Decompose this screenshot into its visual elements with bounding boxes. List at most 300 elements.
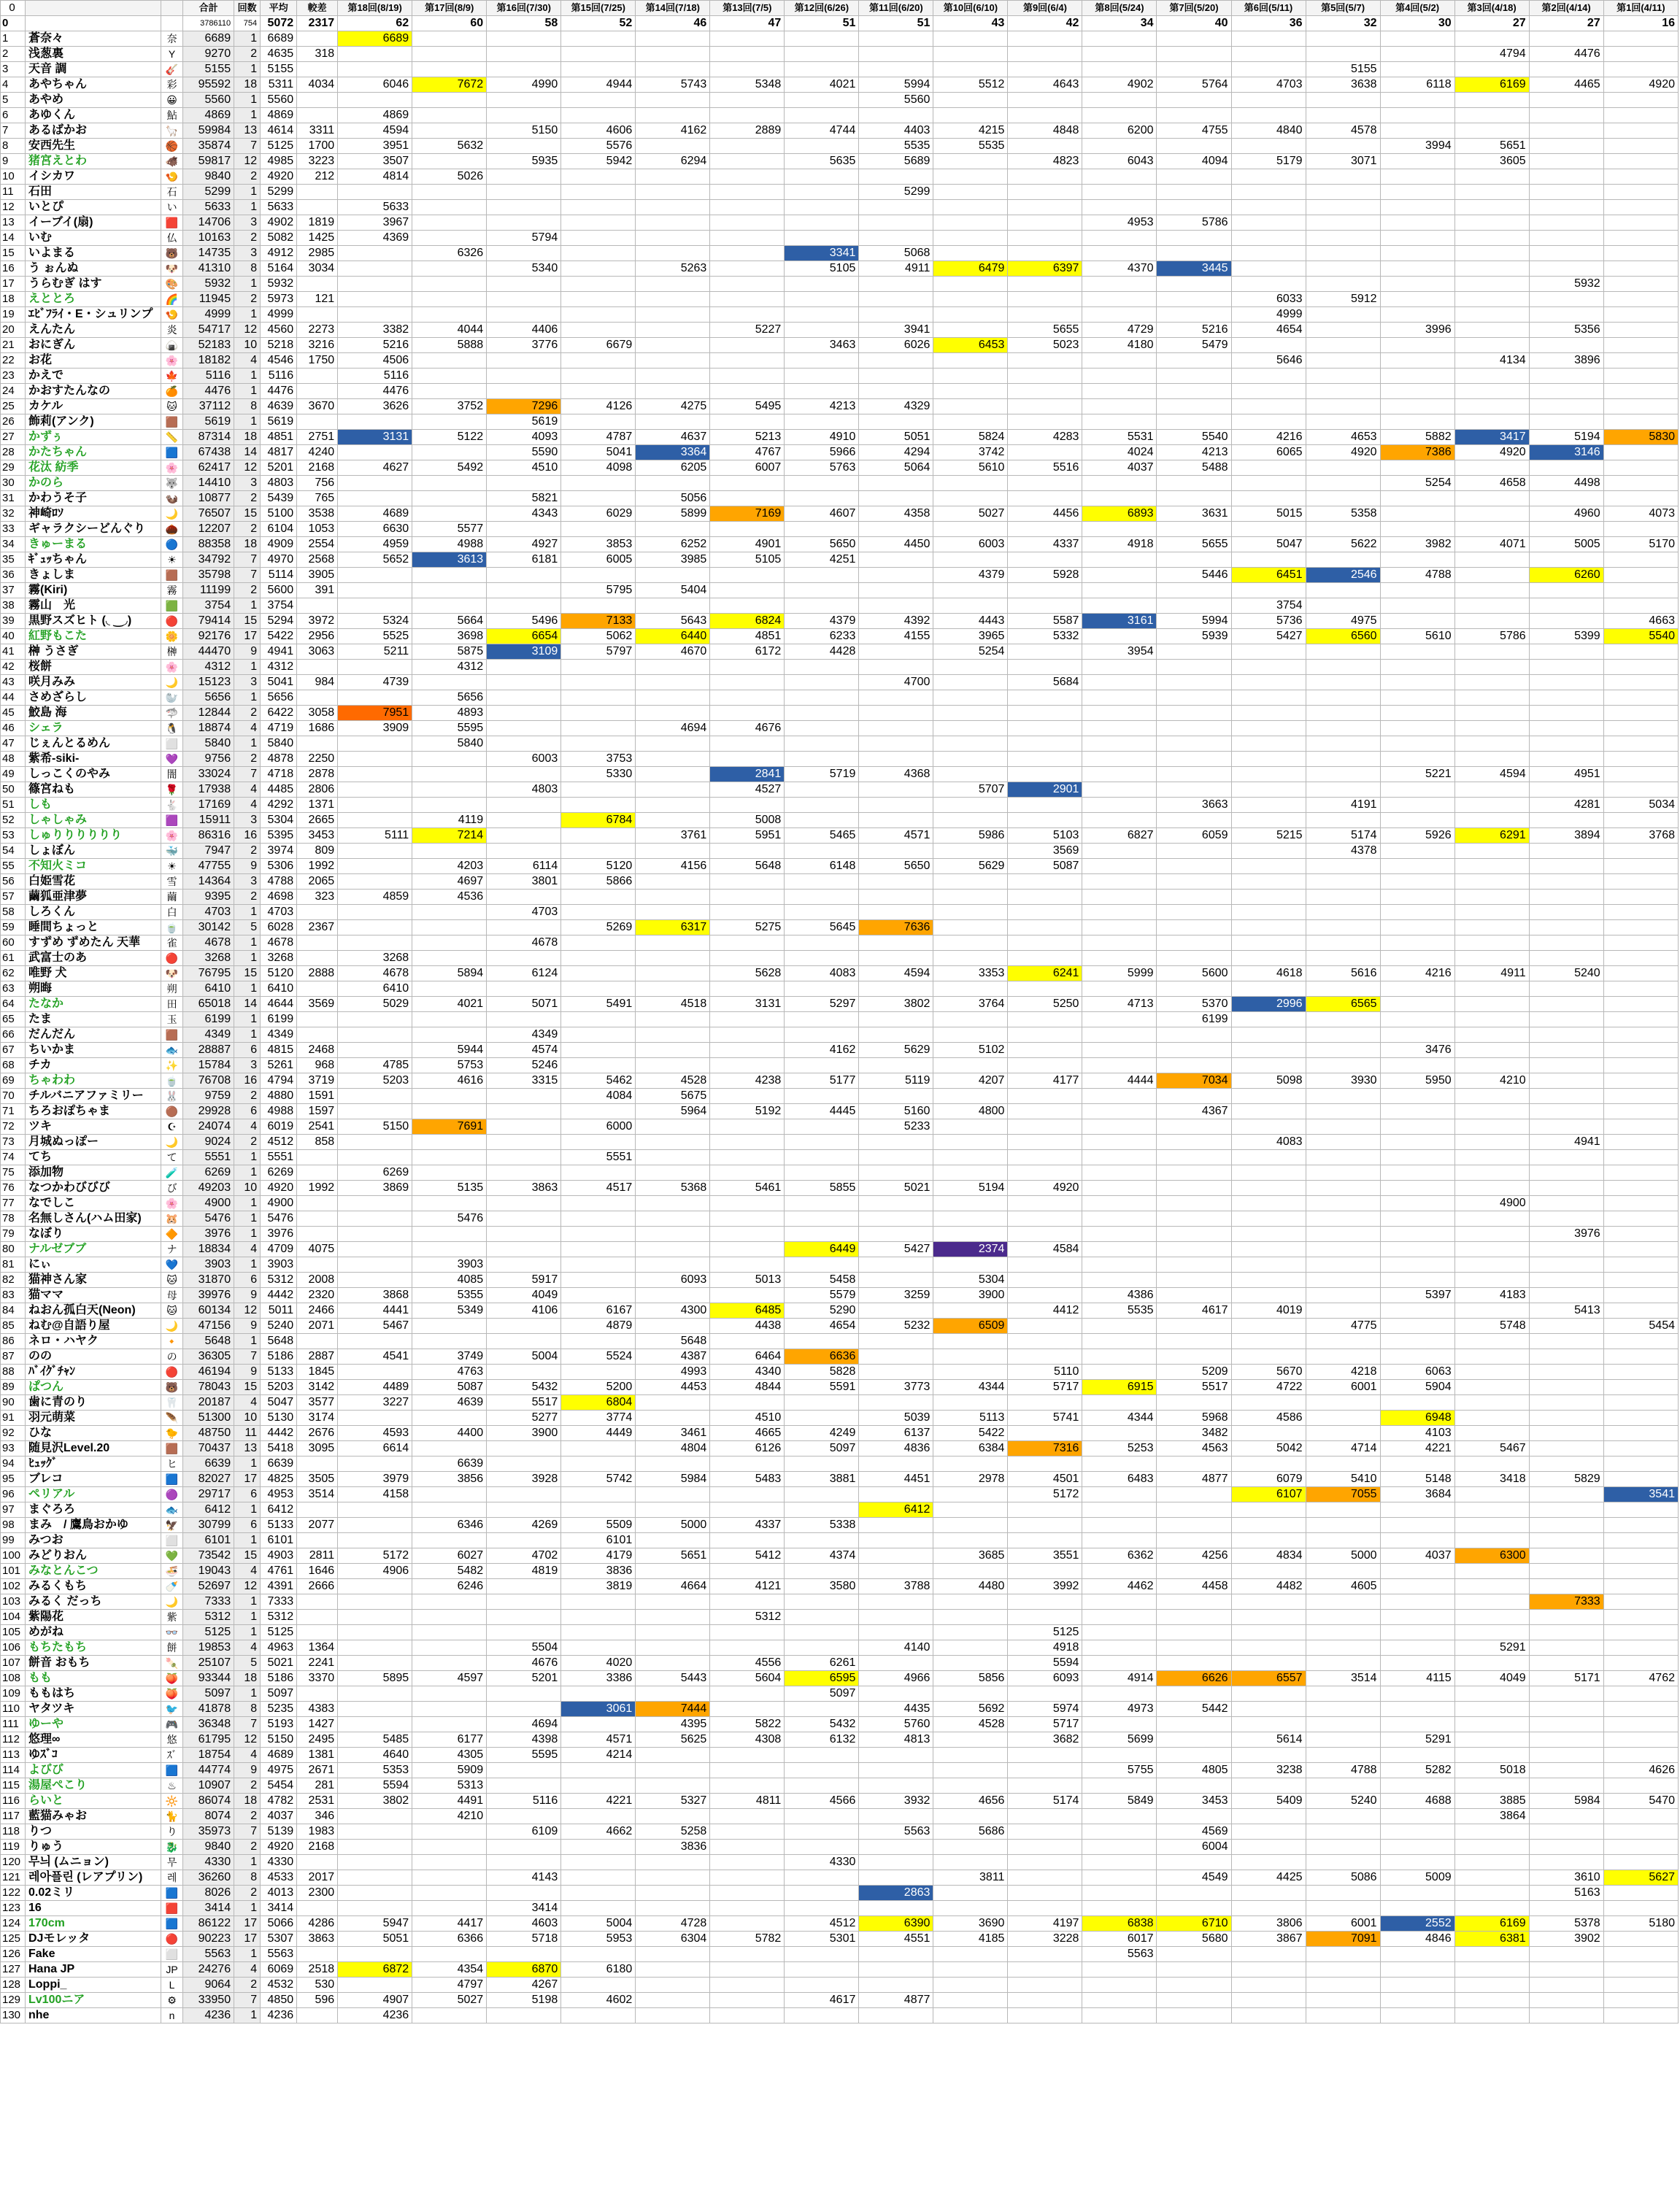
episode-score [338, 1518, 412, 1533]
episode-score: 5535 [1082, 1303, 1157, 1319]
episode-score: 4073 [1603, 506, 1678, 522]
episode-score: 4283 [1008, 430, 1082, 445]
episode-score [710, 522, 785, 537]
episode-score: 3541 [1603, 1487, 1678, 1502]
episode-score [1082, 1319, 1157, 1334]
episode-score: 5951 [710, 828, 785, 844]
episode-score [859, 1395, 933, 1411]
total-score: 31870 [183, 1273, 234, 1288]
episode-score [1306, 1089, 1380, 1104]
total-score: 82027 [183, 1472, 234, 1487]
episode-score [1231, 905, 1306, 920]
average-score: 5304 [261, 813, 297, 828]
episode-score [1529, 1610, 1603, 1625]
member-icon: 🐤 [161, 1426, 183, 1441]
episode-score [1380, 522, 1454, 537]
score-diff: 765 [297, 491, 338, 506]
episode-score [338, 1533, 412, 1548]
episode-score: 5180 [1603, 1916, 1678, 1932]
episode-score [487, 47, 561, 62]
episode-score: 6346 [412, 1518, 487, 1533]
table-row [1, 1978, 1679, 1993]
episode-score [412, 1502, 487, 1518]
average-score: 5454 [261, 1778, 297, 1794]
average-score: 4912 [261, 246, 297, 261]
total-score: 59984 [183, 123, 234, 139]
episode-score [1008, 522, 1082, 537]
episode-score [1529, 1502, 1603, 1518]
episode-score: 4216 [1231, 430, 1306, 445]
episode-score: 6300 [1454, 1548, 1529, 1564]
episode-score: 6366 [412, 1932, 487, 1947]
table-row [1, 1778, 1679, 1794]
episode-score [1454, 1886, 1529, 1901]
score-diff [297, 1196, 338, 1211]
episode-score [1529, 1181, 1603, 1196]
episode-score [636, 108, 710, 123]
episode-score [636, 736, 710, 752]
member-icon: 🌸 [161, 828, 183, 844]
episode-score [1231, 1012, 1306, 1027]
member-icon: 玉 [161, 1012, 183, 1027]
total-score: 62417 [183, 460, 234, 476]
row-index: 56 [1, 874, 26, 890]
episode-score: 5125 [1008, 1625, 1082, 1640]
average-score: 5114 [261, 568, 297, 583]
episode-score: 6630 [338, 522, 412, 537]
episode-score: 5409 [1231, 1794, 1306, 1809]
table-row [1, 1947, 1679, 1962]
episode-score [1454, 1303, 1529, 1319]
member-icon: ⬜ [161, 736, 183, 752]
episode-score [636, 874, 710, 890]
play-count: 18 [234, 1794, 261, 1809]
episode-score [636, 62, 710, 77]
member-name: 月城ぬっぽー [26, 1135, 161, 1150]
episode-score: 6003 [933, 537, 1008, 552]
episode-score [1157, 139, 1231, 154]
episode-score [1529, 1978, 1603, 1993]
episode-score [1529, 491, 1603, 506]
play-count: 2 [234, 752, 261, 767]
episode-score [561, 307, 636, 323]
episode-score [1008, 1288, 1082, 1303]
episode-score [1231, 675, 1306, 690]
episode-score [933, 1610, 1008, 1625]
episode-score: 5760 [859, 1717, 933, 1732]
episode-score: 5512 [933, 77, 1008, 93]
episode-score [1157, 1732, 1231, 1748]
member-icon: 闇 [161, 767, 183, 782]
average-score: 5235 [261, 1702, 297, 1717]
play-count: 1 [234, 62, 261, 77]
table-row [1, 1150, 1679, 1165]
episode-score [1454, 1089, 1529, 1104]
episode-score [1603, 905, 1678, 920]
member-icon: 🐱 [161, 1303, 183, 1319]
member-name: よびび [26, 1763, 161, 1778]
play-count: 1 [234, 1227, 261, 1242]
episode-score [1603, 782, 1678, 798]
episode-score [1603, 1610, 1678, 1625]
episode-score [710, 1242, 785, 1257]
average-score: 5932 [261, 277, 297, 292]
episode-score [1380, 1227, 1454, 1242]
episode-score: 4191 [1306, 798, 1380, 813]
episode-score: 3364 [636, 445, 710, 460]
episode-score [338, 1334, 412, 1349]
member-icon: 🟦 [161, 445, 183, 460]
play-count: 4 [234, 353, 261, 369]
episode-score [487, 951, 561, 966]
row-index: 50 [1, 782, 26, 798]
episode-score [710, 1533, 785, 1548]
total-score: 44470 [183, 644, 234, 660]
average-score: 4815 [261, 1043, 297, 1058]
average-score: 5261 [261, 1058, 297, 1073]
episode-score [1306, 675, 1380, 690]
table-row [1, 1594, 1679, 1610]
episode-score [1454, 644, 1529, 660]
episode-score [1231, 215, 1306, 231]
episode-score: 5155 [1306, 62, 1380, 77]
episode-score [338, 93, 412, 108]
episode-score [1082, 169, 1157, 185]
score-diff: 2077 [297, 1518, 338, 1533]
header-episode: 第6回(5/11) [1231, 1, 1306, 16]
score-diff: 2887 [297, 1349, 338, 1365]
episode-score [1454, 1227, 1529, 1242]
episode-score: 4155 [859, 629, 933, 644]
episode-score: 5097 [785, 1441, 859, 1457]
episode-score [710, 476, 785, 491]
episode-score [1380, 1242, 1454, 1257]
member-icon: 🌸 [161, 353, 183, 369]
play-count: 12 [234, 1579, 261, 1594]
episode-score [933, 522, 1008, 537]
episode-score [710, 874, 785, 890]
episode-score [1529, 200, 1603, 215]
episode-score [1454, 1901, 1529, 1916]
episode-score [1157, 31, 1231, 47]
episode-score: 6093 [636, 1273, 710, 1288]
episode-score [1231, 583, 1306, 598]
play-count: 1 [234, 951, 261, 966]
episode-score [487, 568, 561, 583]
episode-score [1082, 1211, 1157, 1227]
episode-score: 4800 [933, 1104, 1008, 1119]
episode-score [1008, 981, 1082, 997]
episode-score [561, 1257, 636, 1273]
episode-score [487, 1702, 561, 1717]
episode-score [1157, 782, 1231, 798]
row-index: 25 [1, 399, 26, 414]
episode-score [1603, 2008, 1678, 2023]
episode-score [487, 169, 561, 185]
episode-score [1231, 139, 1306, 154]
average-score: 6639 [261, 1457, 297, 1472]
total-score: 14706 [183, 215, 234, 231]
episode-score: 4785 [338, 1058, 412, 1073]
episode-score [1306, 981, 1380, 997]
total-score: 36260 [183, 1870, 234, 1886]
episode-score [859, 353, 933, 369]
episode-score: 5895 [338, 1671, 412, 1686]
total-score: 33950 [183, 1993, 234, 2008]
table-row [1, 675, 1679, 690]
episode-score [933, 93, 1008, 108]
episode-score [1008, 752, 1082, 767]
member-name: ｷﾞｭｯちゃん [26, 552, 161, 568]
episode-score [1380, 215, 1454, 231]
episode-score [412, 1027, 487, 1043]
episode-score [487, 93, 561, 108]
episode-score [1082, 522, 1157, 537]
episode-score [859, 1748, 933, 1763]
member-icon: 🦷 [161, 1395, 183, 1411]
episode-score [1454, 307, 1529, 323]
episode-score [1603, 93, 1678, 108]
episode-score: 5718 [487, 1932, 561, 1947]
episode-score [1603, 767, 1678, 782]
episode-score [1603, 1732, 1678, 1748]
episode-score: 6689 [338, 31, 412, 47]
table-row [1, 1395, 1679, 1411]
member-name: Lv100ニア [26, 1993, 161, 2008]
row-index: 99 [1, 1533, 26, 1548]
total-score: 88358 [183, 537, 234, 552]
episode-score [338, 1840, 412, 1855]
episode-score [1157, 874, 1231, 890]
episode-score [933, 706, 1008, 721]
episode-score [412, 583, 487, 598]
table-row [1, 752, 1679, 767]
total-score: 86316 [183, 828, 234, 844]
episode-score [1306, 169, 1380, 185]
episode-score [1231, 935, 1306, 951]
table-row [1, 1993, 1679, 2008]
average-score: 4878 [261, 752, 297, 767]
episode-score [338, 935, 412, 951]
episode-score [1082, 1564, 1157, 1579]
episode-score [1529, 1012, 1603, 1027]
episode-score [1157, 981, 1231, 997]
episode-score [1603, 706, 1678, 721]
play-count: 9 [234, 1288, 261, 1303]
episode-score [1008, 399, 1082, 414]
episode-score [636, 307, 710, 323]
episode-score [1603, 185, 1678, 200]
table-row [1, 1319, 1679, 1334]
average-score: 5164 [261, 261, 297, 277]
member-icon: 🌙 [161, 675, 183, 690]
episode-score: 2889 [710, 123, 785, 139]
episode-score [1157, 752, 1231, 767]
table-row [1, 108, 1679, 123]
summary-name [26, 16, 161, 31]
episode-score: 4848 [1008, 123, 1082, 139]
score-diff: 1700 [297, 139, 338, 154]
episode-score [1454, 1165, 1529, 1181]
episode-score [785, 1625, 859, 1640]
average-score: 5066 [261, 1916, 297, 1932]
episode-score [1157, 307, 1231, 323]
row-index: 86 [1, 1334, 26, 1349]
episode-score: 4267 [487, 1978, 561, 1993]
episode-score: 5610 [933, 460, 1008, 476]
table-row [1, 231, 1679, 246]
episode-score [1380, 292, 1454, 307]
episode-score: 5888 [412, 338, 487, 353]
episode-score [1306, 414, 1380, 430]
row-index: 29 [1, 460, 26, 476]
episode-score: 6005 [561, 552, 636, 568]
episode-score [785, 215, 859, 231]
episode-score [933, 185, 1008, 200]
play-count: 13 [234, 123, 261, 139]
episode-score [1529, 1686, 1603, 1702]
episode-score [561, 890, 636, 905]
episode-score [1603, 1579, 1678, 1594]
episode-score: 4126 [561, 399, 636, 414]
episode-score [1082, 981, 1157, 997]
total-score: 4703 [183, 905, 234, 920]
episode-score [1380, 1564, 1454, 1579]
average-score: 5418 [261, 1441, 297, 1457]
member-icon: 🟦 [161, 1472, 183, 1487]
member-icon: 🌙 [161, 1594, 183, 1610]
episode-score [1231, 1426, 1306, 1441]
episode-score [1603, 1119, 1678, 1135]
row-index: 5 [1, 93, 26, 108]
table-row [1, 598, 1679, 614]
average-score: 4442 [261, 1288, 297, 1303]
episode-score [785, 108, 859, 123]
member-icon: 🦈 [161, 706, 183, 721]
member-name: あやめ [26, 93, 161, 108]
episode-score [1454, 675, 1529, 690]
summary-row [1, 16, 1679, 31]
episode-score: 5686 [933, 1824, 1008, 1840]
episode-score: 6614 [338, 1441, 412, 1457]
episode-score [1008, 1993, 1082, 2008]
episode-score: 7214 [412, 828, 487, 844]
row-index: 120 [1, 1855, 26, 1870]
episode-score: 4794 [1454, 47, 1529, 62]
member-name: ねおん孤白天(Neon) [26, 1303, 161, 1319]
row-index: 45 [1, 706, 26, 721]
episode-score: 4049 [487, 1288, 561, 1303]
episode-score [785, 1564, 859, 1579]
play-count: 12 [234, 1303, 261, 1319]
episode-score [412, 2008, 487, 2023]
table-row [1, 1702, 1679, 1717]
episode-score: 4569 [1157, 1824, 1231, 1840]
episode-score [1529, 1840, 1603, 1855]
episode-score: 4920 [1603, 77, 1678, 93]
total-score: 9840 [183, 169, 234, 185]
total-score: 11199 [183, 583, 234, 598]
episode-score: 3869 [338, 1181, 412, 1196]
episode-score: 3985 [636, 552, 710, 568]
member-icon: 🦭 [161, 690, 183, 706]
episode-score: 5928 [1008, 568, 1082, 583]
score-diff: 4075 [297, 1242, 338, 1257]
episode-score [1082, 721, 1157, 736]
episode-score [933, 1119, 1008, 1135]
member-name: なでしこ [26, 1196, 161, 1211]
episode-score: 4728 [636, 1916, 710, 1932]
episode-score: 6948 [1380, 1411, 1454, 1426]
episode-score [859, 1334, 933, 1349]
episode-score [1454, 1993, 1529, 2008]
episode-score [1231, 1288, 1306, 1303]
episode-score [710, 583, 785, 598]
episode-score: 5699 [1082, 1732, 1157, 1748]
episode-score [561, 951, 636, 966]
episode-score [338, 1012, 412, 1027]
episode-score [561, 1870, 636, 1886]
episode-score [1529, 1579, 1603, 1594]
episode-score [636, 1564, 710, 1579]
member-name: ゆーや [26, 1717, 161, 1732]
episode-score: 5689 [859, 154, 933, 169]
episode-score [1380, 1273, 1454, 1288]
episode-score [1082, 767, 1157, 782]
episode-score [859, 1610, 933, 1625]
member-name: 鮫島 海 [26, 706, 161, 721]
episode-score: 6001 [1306, 1380, 1380, 1395]
episode-score [338, 1135, 412, 1150]
row-index: 93 [1, 1441, 26, 1457]
episode-score [487, 1165, 561, 1181]
episode-score: 3238 [1231, 1763, 1306, 1778]
episode-score [710, 1870, 785, 1886]
episode-score [1008, 1778, 1082, 1794]
episode-score: 4893 [412, 706, 487, 721]
episode-score [1157, 1962, 1231, 1978]
episode-score: 5849 [1082, 1794, 1157, 1809]
score-diff: 1053 [297, 522, 338, 537]
episode-score [561, 476, 636, 491]
episode-score: 2996 [1231, 997, 1306, 1012]
episode-score [338, 1978, 412, 1993]
member-name: Hana JP [26, 1962, 161, 1978]
episode-score [487, 1012, 561, 1027]
episode-score [636, 1870, 710, 1886]
episode-score: 4395 [636, 1717, 710, 1732]
row-index: 61 [1, 951, 26, 966]
play-count: 2 [234, 47, 261, 62]
episode-score [933, 200, 1008, 215]
episode-score [561, 1027, 636, 1043]
episode-score [1082, 951, 1157, 966]
total-score: 5116 [183, 369, 234, 384]
play-count: 4 [234, 1748, 261, 1763]
table-row [1, 1717, 1679, 1732]
play-count: 13 [234, 1441, 261, 1457]
episode-score: 5635 [785, 154, 859, 169]
episode-score [859, 522, 933, 537]
episode-score [859, 384, 933, 399]
episode-score: 5461 [710, 1181, 785, 1196]
episode-score: 6893 [1082, 506, 1157, 522]
episode-score [933, 1257, 1008, 1273]
episode-score [1529, 292, 1603, 307]
episode-score: 5174 [1008, 1794, 1082, 1809]
member-icon: 🌸 [161, 460, 183, 476]
table-row [1, 1457, 1679, 1472]
